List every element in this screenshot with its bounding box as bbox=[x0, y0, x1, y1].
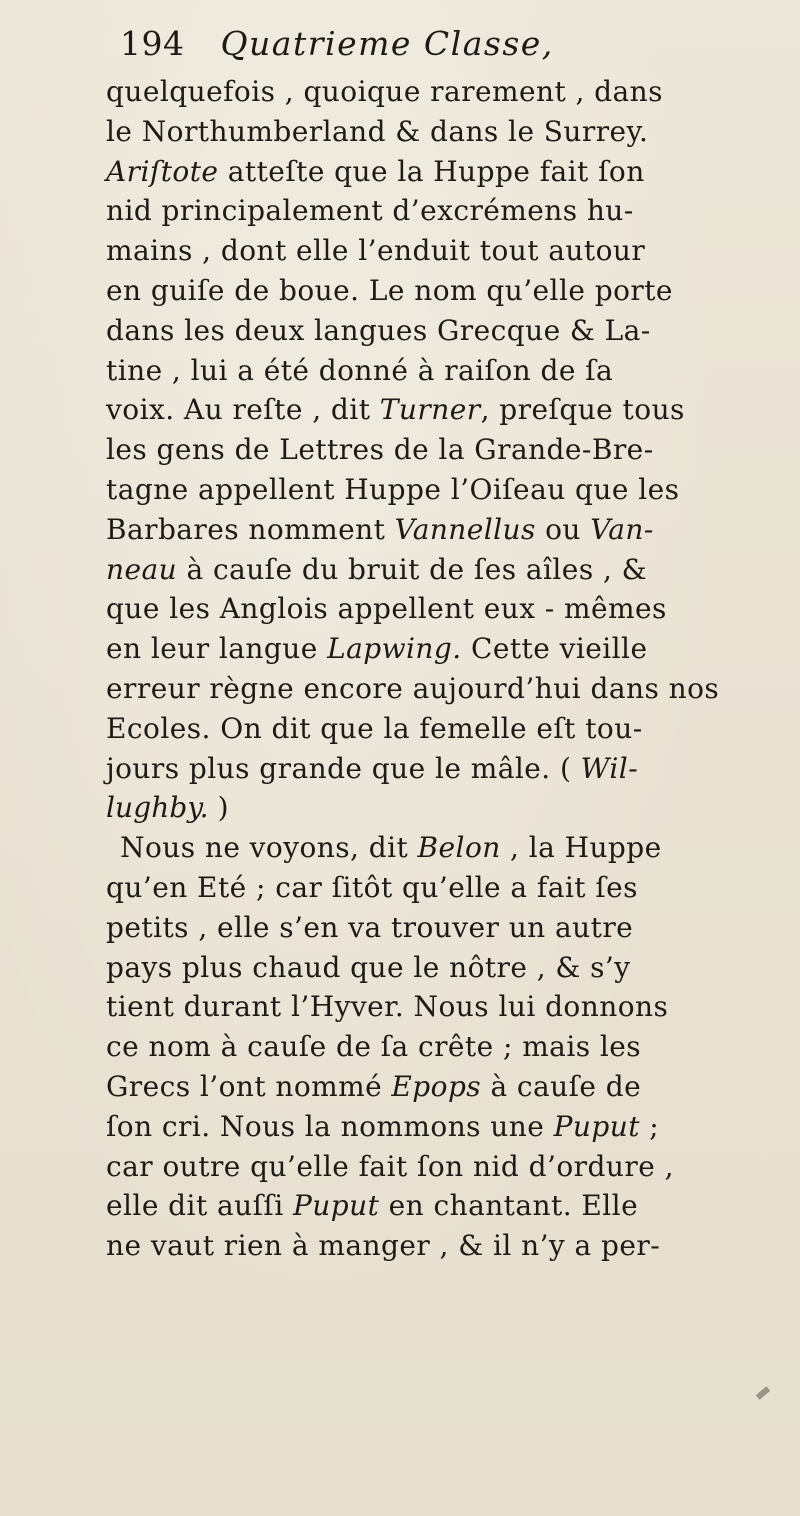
text-run: tagne appellent Huppe l’Oiſeau que les bbox=[106, 472, 680, 506]
text-run: à cauſe de bbox=[481, 1069, 642, 1103]
text-line bbox=[106, 908, 800, 948]
text-line bbox=[106, 72, 800, 112]
text-run: en chantant. Elle bbox=[379, 1189, 639, 1223]
text-line bbox=[106, 430, 800, 470]
text-run: en guiſe de boue. Le nom qu’elle porte bbox=[106, 273, 673, 307]
italic-run: Epops bbox=[391, 1069, 482, 1103]
text-line bbox=[106, 470, 800, 510]
italic-run: Belon bbox=[417, 831, 501, 865]
italic-run: Van- bbox=[590, 512, 654, 546]
text-line bbox=[106, 629, 800, 669]
text-run: à cauſe du bruit de ſes aîles , & bbox=[177, 552, 648, 586]
text-line bbox=[106, 311, 800, 351]
text-run: atteſte que la Huppe fait ſon bbox=[218, 154, 645, 188]
text-line bbox=[106, 709, 800, 749]
italic-run: Turner bbox=[379, 393, 481, 427]
text-run: ) bbox=[208, 791, 229, 825]
text-line bbox=[106, 271, 800, 311]
text-run: les gens de Lettres de la Grande-Bre- bbox=[106, 433, 654, 467]
paper-blemish bbox=[756, 1386, 771, 1400]
text-run: tient durant l’Hyver. Nous lui donnons bbox=[106, 990, 669, 1024]
text-line bbox=[106, 550, 800, 590]
text-run: Cette vieille bbox=[461, 632, 648, 666]
text-run: Ecoles. On dit que la femelle eſt tou- bbox=[106, 711, 643, 745]
text-line bbox=[106, 1226, 800, 1266]
text-run: car outre qu’elle fait ſon nid d’ordure , bbox=[106, 1149, 674, 1183]
text-run: voix. Au reſte , dit bbox=[106, 393, 380, 427]
text-run: dans les deux langues Grecque & La- bbox=[106, 313, 651, 347]
italic-run: Lapwing. bbox=[327, 632, 462, 666]
text-run: , la Huppe bbox=[500, 831, 662, 865]
text-line bbox=[106, 152, 800, 192]
running-title: Quatrieme Classe, bbox=[220, 24, 554, 63]
text-run: le Northumberland & dans le Surrey. bbox=[106, 114, 649, 148]
text-line bbox=[106, 231, 800, 271]
text-line bbox=[106, 510, 800, 550]
text-line bbox=[106, 112, 800, 152]
text-line bbox=[106, 1147, 800, 1187]
text-run: tine , lui a été donné à raiſon de ſa bbox=[106, 353, 614, 387]
text-run: mains , dont elle l’enduit tout autour bbox=[106, 234, 646, 268]
body-text bbox=[106, 72, 800, 1266]
italic-run: Wil- bbox=[580, 751, 639, 785]
text-run: pays plus chaud que le nôtre , & s’y bbox=[106, 950, 631, 984]
text-run: que les Anglois appellent eux - mêmes bbox=[106, 592, 667, 626]
text-line bbox=[106, 1107, 800, 1147]
text-run: ce nom à cauſe de ſa crête ; mais les bbox=[106, 1030, 642, 1064]
text-line bbox=[106, 868, 800, 908]
text-line bbox=[106, 1067, 800, 1107]
text-line bbox=[106, 351, 800, 391]
text-line bbox=[106, 948, 800, 988]
italic-run: Ariſtote bbox=[106, 154, 219, 188]
running-header bbox=[120, 18, 800, 70]
italic-run: Puput bbox=[292, 1189, 380, 1223]
text-line bbox=[106, 1186, 800, 1226]
text-run: Grecs l’ont nommé bbox=[106, 1069, 392, 1103]
text-run: nid principalement d’excrémens hu- bbox=[106, 194, 634, 228]
italic-run: Vannellus bbox=[394, 512, 536, 546]
text-run: Barbares nomment bbox=[106, 512, 395, 546]
text-run: , preſque tous bbox=[480, 393, 685, 427]
text-run: quelquefois , quoique rarement , dans bbox=[106, 75, 663, 108]
italic-run: lughby. bbox=[106, 791, 209, 825]
text-run: elle dit auſſi bbox=[106, 1189, 293, 1223]
text-run: ou bbox=[535, 512, 591, 546]
text-run: jours plus grande que le mâle. ( bbox=[106, 751, 581, 785]
text-run: petits , elle s’en va trouver un autre bbox=[106, 910, 634, 944]
italic-run: Puput bbox=[553, 1109, 640, 1143]
page-number: 194 bbox=[120, 24, 185, 63]
text-line bbox=[106, 788, 800, 828]
text-run: erreur règne encore aujourd’hui dans nos bbox=[106, 671, 720, 705]
text-line bbox=[106, 1027, 800, 1067]
text-run: Nous ne voyons, dit bbox=[120, 831, 418, 865]
italic-run: neau bbox=[106, 552, 178, 586]
text-run: qu’en Eté ; car ſitôt qu’elle a fait ſes bbox=[106, 870, 638, 904]
text-line bbox=[106, 987, 800, 1027]
text-run: en leur langue bbox=[106, 632, 328, 666]
text-run: ; bbox=[639, 1109, 660, 1143]
text-line bbox=[106, 589, 800, 629]
text-line bbox=[106, 390, 800, 430]
text-line bbox=[106, 191, 800, 231]
text-line bbox=[106, 749, 800, 789]
text-line bbox=[106, 828, 800, 868]
text-run: ſon cri. Nous la nommons une bbox=[106, 1109, 554, 1143]
text-run: ne vaut rien à manger , & il n’y a per- bbox=[106, 1229, 661, 1263]
text-line bbox=[106, 669, 800, 709]
